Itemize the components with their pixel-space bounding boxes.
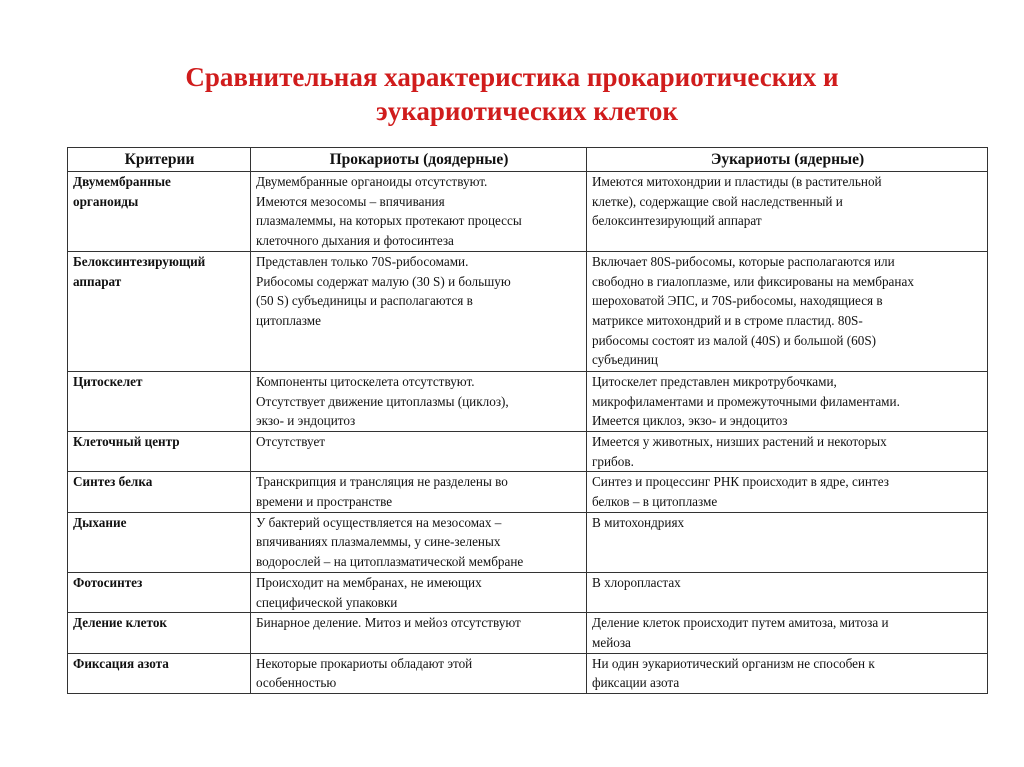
cell-line: Отсутствует движение цитоплазмы (циклоз), (256, 393, 509, 409)
eukaryotes-cell (587, 653, 988, 693)
prokaryotes-cell (251, 172, 587, 252)
page-title-line-1: Сравнительная характеристика прокариотических и (185, 62, 839, 92)
cell-line: Двумембранные (73, 174, 171, 189)
criterion-cell (68, 613, 251, 653)
cell-line: белков – в цитоплазме (592, 494, 718, 510)
cell-line: шероховатой ЭПС, и 70S-рибосомы, находящиеся в (592, 293, 883, 309)
cell-line: Компоненты цитоскелета отсутствуют. (256, 373, 475, 389)
cell-line: Включает 80S-рибосомы, которые располагаются или (592, 253, 895, 269)
table-row (68, 572, 988, 612)
table-row (68, 251, 988, 371)
cell-line: плазмалеммы, на которых протекают процессы (256, 213, 522, 229)
cell-line: Фиксация азота (73, 655, 169, 671)
cell-line: Цитоскелет (73, 373, 143, 389)
cell-line: (50 S) субъединицы и располагаются в (256, 293, 473, 309)
cell-line: аппарат (73, 273, 122, 289)
criterion-cell (68, 653, 251, 693)
criterion-cell (68, 371, 251, 431)
comparison-table (67, 147, 988, 694)
cell-line: Некоторые прокариоты обладают этой (256, 655, 473, 671)
cell-line: Отсутствует (256, 433, 326, 449)
cell-line: В митохондриях (592, 514, 685, 530)
cell-line: впячиваниях плазмалеммы, у сине-зеленых (256, 534, 501, 550)
cell-line: белоксинтезирующий аппарат (592, 213, 762, 229)
header-eukaryotes: Эукариоты (ядерные) (587, 148, 988, 172)
cell-line: Синтез и процессинг РНК происходит в ядре, синтез (592, 474, 889, 490)
eukaryotes-cell (587, 572, 988, 612)
cell-line: Ни один эукариотический организм не способен к (592, 655, 875, 671)
eukaryotes-cell (587, 371, 988, 431)
cell-line: микрофиламентами и промежуточными филаментами. (592, 393, 900, 409)
cell-line: Деление клеток (73, 615, 168, 631)
cell-line: цитоплазме (256, 312, 322, 328)
eukaryotes-cell (587, 512, 988, 572)
criterion-cell (68, 512, 251, 572)
eukaryotes-cell (587, 251, 988, 371)
cell-line: У бактерий осуществляется на мезосомах – (256, 514, 502, 530)
prokaryotes-cell (251, 371, 587, 431)
cell-line: матриксе митохондрий и в строме пластид. 80S- (592, 312, 863, 328)
cell-line: Имеется циклоз, экзо- и эндоцитоз (592, 413, 788, 429)
header-prokaryotes: Прокариоты (доядерные) (251, 148, 587, 172)
cell-line: клетке), содержащие свой наследственный и (592, 193, 843, 209)
cell-line: рибосомы состоят из малой (40S) и большой (60S) (592, 332, 877, 348)
cell-line: водорослей – на цитоплазматической мембране (256, 554, 524, 570)
cell-line: Происходит на мембранах, не имеющих (256, 574, 482, 590)
cell-line: Цитоскелет представлен микротрубочками, (592, 373, 837, 389)
page-title-line-2: эукариотических клеток (376, 96, 678, 126)
table-row (68, 371, 988, 431)
prokaryotes-cell (251, 613, 587, 653)
eukaryotes-cell (587, 613, 988, 653)
table-row (68, 613, 988, 653)
criterion-cell (68, 431, 251, 471)
criterion-cell (68, 172, 251, 252)
criterion-cell (68, 472, 251, 512)
eukaryotes-cell (587, 431, 988, 471)
cell-line: В хлоропластах (592, 574, 681, 590)
cell-line: Имеются мезосомы – впячивания (256, 193, 445, 209)
cell-line: Синтез белка (73, 474, 153, 490)
cell-line: Фотосинтез (73, 574, 143, 590)
cell-line: Рибосомы содержат малую (30 S) и большую (256, 273, 511, 289)
cell-line: Дыхание (73, 514, 127, 530)
criterion-cell (68, 251, 251, 371)
cell-line: Имеются митохондрии и пластиды (в растительной (592, 174, 882, 189)
cell-line: субъединиц (592, 352, 658, 368)
cell-line: Транскрипция и трансляция не разделены во (256, 474, 508, 490)
cell-line: Деление клеток происходит путем амитоза, митоза и (592, 615, 889, 631)
cell-line: Белоксинтезирующий (73, 253, 206, 269)
cell-line: фиксации азота (592, 675, 680, 691)
criterion-cell (68, 572, 251, 612)
cell-line: грибов. (592, 453, 634, 469)
table-row (68, 472, 988, 512)
prokaryotes-cell (251, 431, 587, 471)
cell-line: Имеется у животных, низших растений и некоторых (592, 433, 887, 449)
prokaryotes-cell (251, 572, 587, 612)
cell-line: органоиды (73, 193, 139, 209)
cell-line: Бинарное деление. Митоз и мейоз отсутствуют (256, 615, 521, 631)
cell-line: времени и пространстве (256, 494, 393, 510)
table-row (68, 172, 988, 252)
page-title (0, 60, 1024, 128)
table-row (68, 512, 988, 572)
prokaryotes-cell (251, 472, 587, 512)
table-row (68, 653, 988, 693)
cell-line: свободно в гиалоплазме, или фиксированы на мембранах (592, 273, 914, 289)
table-row (68, 431, 988, 471)
cell-line: клеточного дыхания и фотосинтеза (256, 233, 454, 249)
header-criteria: Критерии (68, 148, 251, 172)
prokaryotes-cell (251, 251, 587, 371)
eukaryotes-cell (587, 172, 988, 252)
table-header-row (68, 148, 988, 172)
cell-line: Двумембранные органоиды отсутствуют. (256, 174, 488, 189)
eukaryotes-cell (587, 472, 988, 512)
cell-line: специфической упаковки (256, 594, 398, 610)
cell-line: экзо- и эндоцитоз (256, 413, 356, 429)
prokaryotes-cell (251, 512, 587, 572)
prokaryotes-cell (251, 653, 587, 693)
cell-line: мейоза (592, 634, 631, 650)
cell-line: особенностью (256, 675, 337, 691)
cell-line: Представлен только 70S-рибосомами. (256, 253, 469, 269)
cell-line: Клеточный центр (73, 433, 180, 449)
